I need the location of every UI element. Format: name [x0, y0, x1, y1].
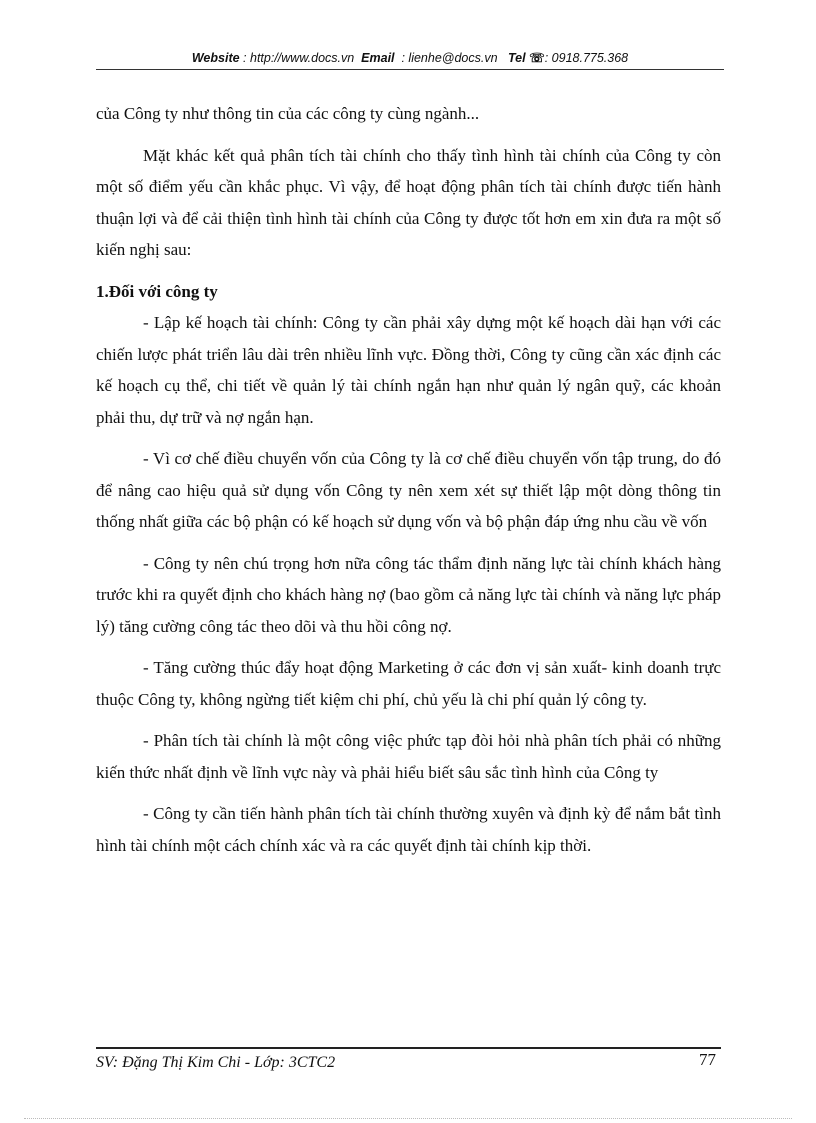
- page-edge-dotted-line: [24, 1118, 792, 1119]
- email-label: Email: [361, 51, 395, 65]
- paragraph-6: - Phân tích tài chính là một công việc phức tạp đòi hỏi nhà phân tích phải có những kiến thức nhất định về lĩnh vực này và phải hiểu biết sâu sắc tình hình của Công ty: [96, 731, 721, 782]
- website-value: : http://www.docs.vn: [243, 51, 355, 65]
- page-number: 77: [699, 1050, 716, 1069]
- section-heading: 1.Đối với công ty: [96, 281, 218, 301]
- paragraph-1: Mặt khác kết quả phân tích tài chính cho thấy tình hình tài chính của Công ty còn một số điểm yếu cần khắc phục. Vì vậy, để hoạt động phân tích tài chính được tiến hành thuận lợi và để cải thiện tình hình tài chính của Công ty được tốt hơn em xin đưa ra một số kiến nghị sau:: [96, 145, 721, 259]
- paragraph-7: - Công ty cần tiến hành phân tích tài chính thường xuyên và định kỳ để nắm bắt tình hình tài chính một cách chính xác và ra các quyết định tài chính kịp thời.: [96, 804, 721, 855]
- footer-divider: [96, 1047, 721, 1049]
- paragraph-intro: của Công ty như thông tin của các công ty cùng ngành...: [96, 104, 480, 123]
- website-label: Website: [191, 51, 240, 65]
- document-body: [96, 98, 721, 861]
- paragraph-2: - Lập kế hoạch tài chính: Công ty cần phải xây dựng một kế hoạch dài hạn với các chiến lược phát triển lâu dài trên nhiều lĩnh vực. Đồng thời, Công ty cũng cần xác định các kế hoạch cụ thể, chi tiết về quản lý tài chính ngắn hạn như quản lý ngân quỹ, các khoản phải thu, dự trữ và nợ ngắn hạn.: [96, 313, 721, 427]
- paragraph-3: - Vì cơ chế điều chuyển vốn của Công ty là cơ chế điều chuyển vốn tập trung, do đó để nâng cao hiệu quả sử dụng vốn Công ty nên xem xét sự thiết lập một dòng thông tin thống nhất giữa các bộ phận có kế hoạch sử dụng vốn và bộ phận đáp ứng nhu cầu về vốn: [96, 449, 721, 531]
- paragraph-5: - Tăng cường thúc đẩy hoạt động Marketing ở các đơn vị sản xuất- kinh doanh trực thuộc Công ty, không ngừng tiết kiệm chi phí, chủ yếu là chi phí quản lý công ty.: [96, 658, 721, 709]
- page-header: [96, 50, 724, 65]
- tel-label: Tel: [507, 51, 526, 65]
- footer-author: SV: Đặng Thị Kim Chi - Lớp: 3CTC2: [96, 1054, 336, 1071]
- paragraph-4: - Công ty nên chú trọng hơn nữa công tác thẩm định năng lực tài chính khách hàng trước khi ra quyết định cho khách hàng nợ (bao gồm cả năng lực tài chính và năng lực pháp lý) tăng cường công tác theo dõi và thu hồi công nợ.: [96, 553, 721, 636]
- tel-value: : 0918.775.368: [544, 51, 629, 65]
- telephone-icon: ☏: [529, 51, 545, 65]
- email-value: : lienhe@docs.vn: [401, 51, 498, 65]
- header-divider: [96, 69, 724, 70]
